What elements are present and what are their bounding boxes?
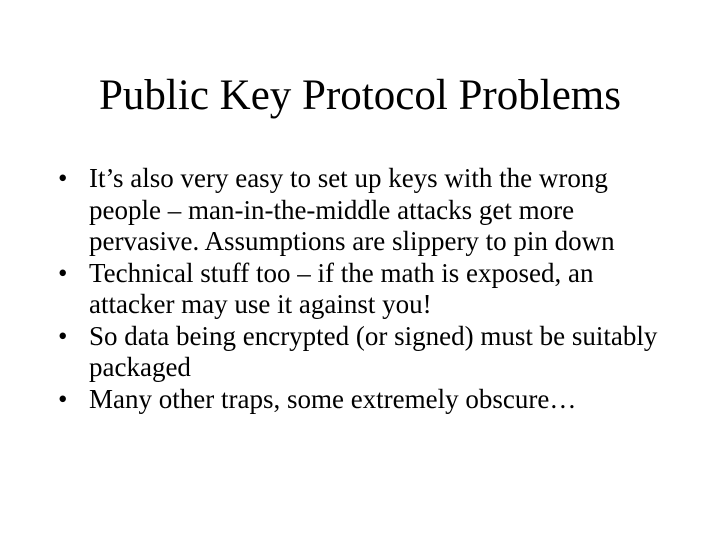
bullet-item bbox=[58, 163, 658, 258]
slide-title: Public Key Protocol Problems bbox=[99, 72, 621, 119]
bullet-icon: • bbox=[58, 320, 68, 351]
bullet-item bbox=[58, 321, 658, 384]
bullet-item bbox=[58, 258, 658, 321]
bullet-list bbox=[58, 163, 658, 415]
bullet-text: Technical stuff too – if the math is exposed, an attacker may use it against you! bbox=[89, 257, 594, 319]
bullet-icon: • bbox=[58, 383, 68, 414]
bullet-text: Many other traps, some extremely obscure… bbox=[89, 383, 577, 414]
bullet-item bbox=[58, 384, 658, 416]
bullet-text: So data being encrypted (or signed) must be suitably packaged bbox=[89, 320, 658, 382]
bullet-text: It’s also very easy to set up keys with the wrong people – man-in-the-middle attacks get more pervasive. Assumptions are slippery to pin down bbox=[89, 163, 615, 256]
bullet-icon: • bbox=[58, 257, 68, 288]
bullet-icon: • bbox=[58, 163, 68, 193]
